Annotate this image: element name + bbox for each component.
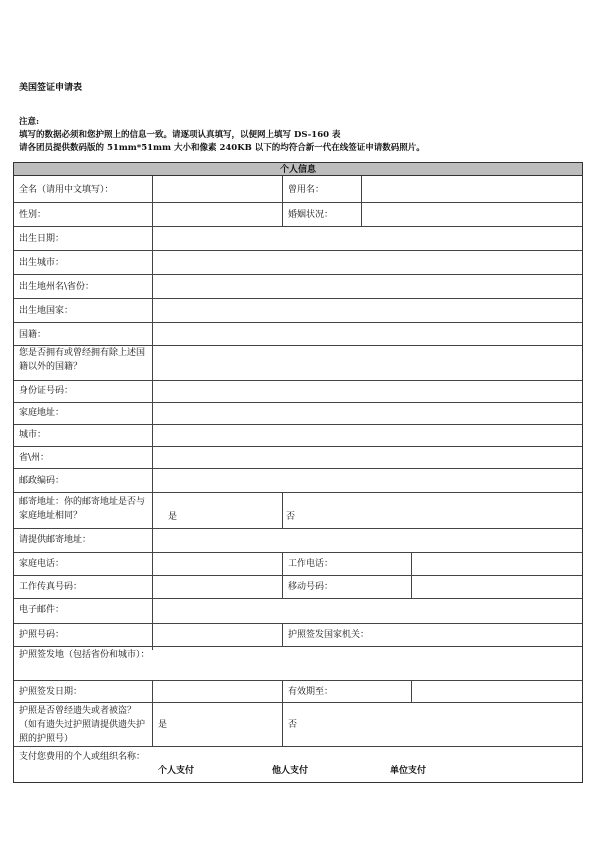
mailing-yes-option[interactable]: 是	[168, 512, 178, 522]
expiry-date-label: 有效期至：	[288, 687, 334, 697]
passport-lost-label: 护照是否曾经遗失或者被盗？（如有遗失过护照请提供遗失护照的护照号）	[19, 706, 146, 744]
passport-issue-date-label: 护照签发日期：	[19, 687, 83, 697]
marital-status-label: 婚姻状况：	[288, 210, 334, 220]
lost-yes-option[interactable]: 是	[158, 720, 168, 730]
notes-line-2: 请各团员提供数码版的 51mm*51mm 大小和像素 240KB 以下的均符合新一代在线签证申请数码照片。	[19, 143, 425, 153]
nationality-label: 国籍：	[19, 330, 47, 340]
birth-country-label: 出生地国家：	[19, 306, 74, 316]
city-label: 城市：	[19, 430, 47, 440]
lost-no-option[interactable]: 否	[288, 720, 298, 730]
notes-line-1: 填写的数据必须和您护照上的信息一致。请逐项认真填写，以便网上填写 DS-160 表	[19, 130, 341, 140]
other-nationality-label: 您是否拥有或曾经拥有除上述国籍以外的国籍？	[19, 348, 146, 372]
email-label: 电子邮件：	[19, 605, 65, 615]
mailing-address-label: 请提供邮寄地址：	[19, 535, 92, 545]
passport-place-label: 护照签发地（包括省份和城市）：	[19, 650, 150, 660]
passport-no-label: 护照号码：	[19, 630, 65, 640]
home-address-label: 家庭地址：	[19, 408, 65, 418]
mailing-no-option[interactable]: 否	[286, 512, 296, 522]
postal-code-label: 邮政编码：	[19, 476, 65, 486]
id-number-label: 身份证号码：	[19, 386, 74, 396]
mobile-label: 移动号码：	[288, 582, 334, 592]
notes-heading: 注意:	[19, 117, 40, 127]
gender-label: 性别：	[19, 210, 47, 220]
former-name-label: 曾用名：	[288, 185, 325, 195]
full-name-label: 全名（请用中文填写）：	[19, 185, 114, 195]
province-label: 省\州：	[19, 453, 50, 463]
birth-state-label: 出生地州名\省份：	[19, 282, 95, 292]
passport-authority-label: 护照签发国家机关：	[288, 630, 370, 640]
mailing-same-label: 邮寄地址：你的邮寄地址是否与家庭地址相同？	[19, 497, 146, 521]
notes-section	[19, 116, 425, 155]
pay-other-option[interactable]: 他人支付	[272, 766, 309, 776]
payer-label: 支付您费用的个人或组织名称：	[19, 752, 146, 762]
home-phone-label: 家庭电话：	[19, 559, 65, 569]
document-title: 美国签证申请表	[19, 83, 83, 93]
pay-company-option[interactable]: 单位支付	[390, 766, 427, 776]
work-phone-label: 工作电话：	[288, 559, 334, 569]
birth-date-label: 出生日期：	[19, 234, 65, 244]
pay-self-option[interactable]: 个人支付	[158, 766, 195, 776]
birth-city-label: 出生城市：	[19, 258, 65, 268]
visa-application-form	[13, 162, 583, 783]
work-fax-label: 工作传真号码：	[19, 582, 83, 592]
section-header-personal-info: 个人信息	[14, 162, 582, 176]
